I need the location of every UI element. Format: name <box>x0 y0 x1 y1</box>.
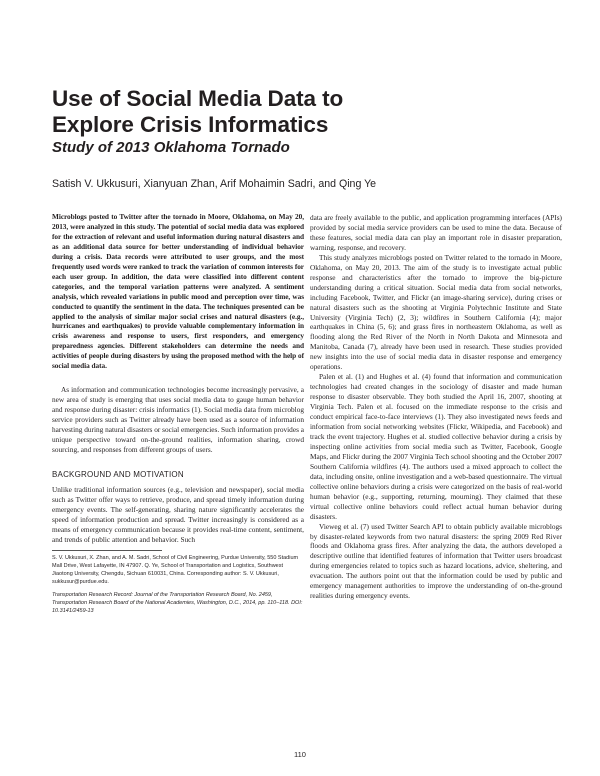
left-column <box>52 212 304 615</box>
author-affiliation: S. V. Ukkusuri, X. Zhan, and A. M. Sadri, School of Civil Engineering, Purdue University, 550 Stadium Mall Drive, West Lafayette, IN 47907. Q. Ye, School of Transportation and Logistics, Southwest Jiaotong University, Chengdu, Sichuan 610031, China. Corresponding author: S. V. Ukkusuri, sukkusur@purdue.edu. <box>52 554 299 585</box>
footnote-divider <box>52 550 162 551</box>
paper-subtitle: Study of 2013 Oklahoma Tornado <box>52 139 290 156</box>
paragraph-3: Palen et al. (1) and Hughes et al. (4) found that information and communication technologies had created changes in the sociology of disaster and made human response to disaster observable. They both studied the April 16, 2007, shooting at Virginia Tech. Palen et al. focused on the immediate response to the crisis and conduct empirical face-to-face interviews (1). They also investigated news feeds and information from social networking websites (Flickr, Wikipedia, and Facebook) and track the event trajectory. Hughes et al. studied collective behavior during a crisis by inspecting online activities from social media such as Twitter, Facebook, Google Maps, and Flickr during the 2007 Virginia Tech school shooting and the October 2007 Southern California wildfires (4). The authors used a mixed approach to collect the data, including onsite, online investigation and a web-based questionnaire. The virtual collective online behaviors during a crisis were categorized on the basis of real-world human behavior (e.g., supporting, returning, mourning). They claimed that these virtual collective online behaviors could reflect actual human behavior during disasters. <box>310 372 562 521</box>
intro-paragraph: As information and communication technologies become increasingly pervasive, a new area of study is emerging that uses social media data to gauge human behavior and response during disaster: crisis informatics (1). Social media data from microblog service providers such as Twitter already have been used as a source of information harvesting during natural disasters or social emergencies. Such information provides a unique perspective toward on-the-ground realities, information sharing, crowd sourcing, and responses from different groups of users. <box>52 385 304 454</box>
page-number: 110 <box>294 750 306 759</box>
paragraph-1: data are freely available to the public, and application programming interfaces (APIs) provided by social media service providers can be used to mine the data. Because of these features, social media data can play an important role in disaster preparation, warning, response, and recovery. <box>310 213 562 252</box>
paragraph-2: This study analyzes microblogs posted on Twitter related to the tornado in Moore, Oklahoma, on May 20, 2013. The aim of the study is to investigate actual public response and characteristics after the tornado to improve the big-picture understanding during a critical situation. Social media data from social networks, including Facebook, Twitter, and Flickr (an image-sharing service), during crises or natural disasters such as the shooting at Virginia Polytechnic Institute and State University (Virginia Tech) (2, 3); wildfires in Southern California (4); major earthquakes in China (5, 6); and grass fires in northeastern Oklahoma, as well as flooding along the Red River of the North in North Dakota and Minnesota and Manitoba, Canada (7), already have been used in research. These studies provided new insights into the use of social media data in disaster response and emergency operations. <box>310 252 562 372</box>
paper-title <box>52 86 552 138</box>
title-line-2: Explore Crisis Informatics <box>52 112 329 137</box>
citation-note: Transportation Research Record: Journal of the Transportation Research Board, No. 2459, Transportation Research Board of the National Academies, Washington, D.C., 2014, pp. 110–118. DOI: 10.3141/2459-13 <box>52 592 303 615</box>
author-list: Satish V. Ukkusuri, Xianyuan Zhan, Arif Mohaimin Sadri, and Qing Ye <box>52 178 377 190</box>
paragraph-4: Vieweg et al. (7) used Twitter Search API to obtain publicly available microblogs by disaster-related keywords from two natural disasters: the spring 2009 Red River floods and Oklahoma grass fires. After analyzing the data, the authors developed a descriptive outline that identified features of information that Twitter users broadcast during emergencies related to topics such as hazard locations, advice, sheltering, and evacuation. The authors point out that the information could be used by public and emergency management authorities to improve the understanding of on-the-ground realities during emergency events. <box>310 521 562 601</box>
section-heading: BACKGROUND AND MOTIVATION <box>52 469 184 479</box>
abstract: Microblogs posted to Twitter after the tornado in Moore, Oklahoma, on May 20, 2013, were analyzed in this study. The potential of social media data was explored for the extraction of relevant and useful information during natural disasters and as an additional data source for better understanding of individual behavior during a crisis. Data records were attributed to user groups, and the most frequently used words were ranked to track the variation of common interests for each user group. In addition, the data were classified into different content categories, and the temporal variation patterns were analyzed. A sentiment analysis, which revealed variations in public mood and perception over time, was conducted to quantify the sentiment in the data. The techniques presented can be applied to the analysis of similar major social crises and natural disasters (e.g., hurricanes and earthquakes) to provide valuable complementary information in crisis awareness and response to users, first responders, and emergency preparedness agencies. Different stakeholders can determine the needs and activities of people during disasters by using the proposed method with the help of social media data. <box>52 212 304 371</box>
background-paragraph: Unlike traditional information sources (e.g., television and newspaper), social media such as Twitter offer ways to retrieve, produce, and spread timely information during emergency events. The self-generating, sharing nature significantly accelerates the speed of information production and spread. Twitter increasingly is considered as a means of emergency communication because it provides real-time content, sentiment, and trends of public attention and behavior. Such <box>52 484 304 544</box>
right-column <box>310 213 562 601</box>
title-line-1: Use of Social Media Data to <box>52 86 344 111</box>
